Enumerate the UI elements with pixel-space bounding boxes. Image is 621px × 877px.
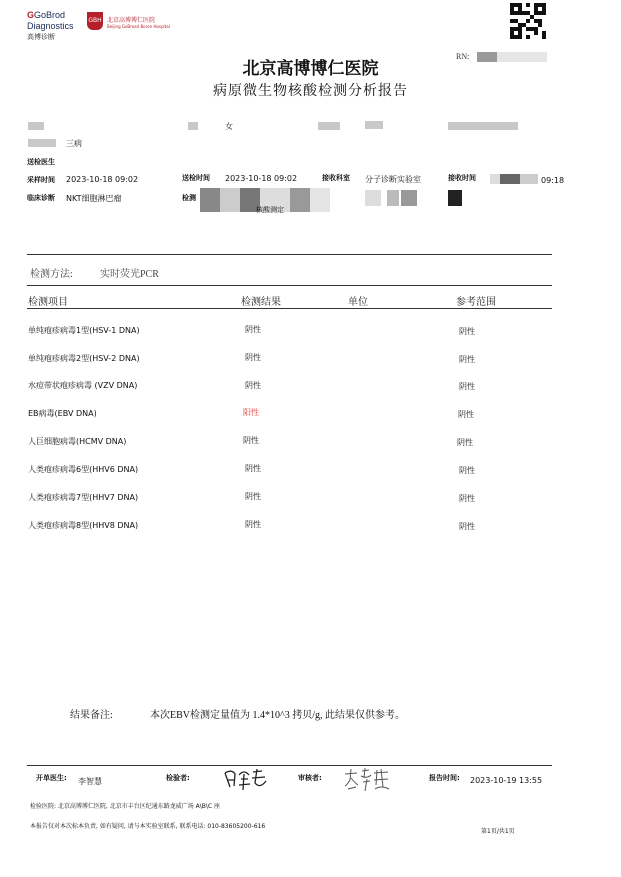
page-title: 北京高博博仁医院 (242, 59, 379, 79)
table-row-ref: 阴性 (457, 438, 473, 447)
patient-gender: 女 (225, 122, 233, 131)
issuer-label: 开单医生: (36, 774, 67, 782)
redacted-block (448, 190, 462, 206)
brand-logo-cn: 高博诊断 (27, 33, 55, 41)
table-row-result: 阴性 (245, 381, 261, 390)
sample-time: 2023-10-18 09:02 (66, 175, 139, 184)
report-number-label: RN: (456, 52, 470, 61)
signature-divider (27, 765, 552, 766)
table-row-result-positive: 阳性 (243, 408, 259, 417)
table-row-result: 阴性 (245, 492, 261, 501)
redacted-block (365, 190, 417, 206)
table-row-result: 阴性 (243, 436, 259, 445)
table-row-result: 阴性 (245, 464, 261, 473)
table-row-item: 单纯疱疹病毒2型(HSV-2 DNA) (28, 354, 140, 363)
table-header-divider (27, 308, 552, 309)
redacted-block (318, 122, 340, 130)
footer-hospital-address: 检验医院: 北京高博博仁医院, 北京市丰台区纪通东路龙威广场 A\B\C 座 (30, 803, 221, 810)
table-row-result: 阴性 (245, 325, 261, 334)
reviewer-label: 审核者: (298, 774, 322, 782)
tester-signature (222, 765, 270, 793)
redacted-block (188, 122, 198, 130)
receiving-dept: 分子诊断实验室 (365, 175, 421, 184)
doctor-label: 送检医生 (27, 158, 55, 166)
table-row-ref: 阴性 (459, 327, 475, 336)
header-reference: 参考范围 (456, 297, 496, 308)
table-row-item: 人类疱疹病毒7型(HHV7 DNA) (28, 493, 139, 502)
dept-label: 接收科室 (322, 174, 350, 182)
header-unit: 单位 (348, 297, 368, 308)
table-row-ref: 阴性 (459, 522, 475, 531)
table-row-item: 人类疱疹病毒6型(HHV6 DNA) (28, 465, 139, 474)
redacted-block (28, 139, 56, 147)
qr-code-icon (510, 3, 546, 39)
method-value: 实时荧光PCR (100, 269, 159, 280)
recv-time: 09:18 (541, 176, 565, 185)
table-row-ref: 阴性 (459, 466, 475, 475)
footer-notice: 本报告仅对本次标本负责, 如有疑问, 请与本实验室联系, 联系电话: 010-83605200-616 (30, 823, 266, 830)
report-subtitle: 病原微生物核酸检测分析报告 (213, 83, 408, 99)
table-row-result: 阴性 (245, 520, 261, 529)
bed-label: 三病 (66, 139, 82, 148)
issuer-name: 李智慧 (78, 777, 102, 786)
table-row-item: 单纯疱疹病毒1型(HSV-1 DNA) (28, 326, 140, 335)
header-test-item: 检测项目 (28, 297, 68, 308)
remark-label: 结果备注: (70, 710, 113, 721)
tester-label: 检验者: (166, 774, 190, 782)
test-label: 检测 (182, 194, 196, 202)
header-result: 检测结果 (241, 297, 281, 308)
clinical-diagnosis: NKT细胞淋巴瘤 (66, 194, 122, 203)
report-time-label: 报告时间: (429, 774, 460, 782)
remark-text: 本次EBV检测定量值为 1.4*10^3 拷贝/g, 此结果仅供参考。 (150, 710, 405, 721)
hospital-logo-cn: 北京高博博仁医院 (107, 17, 156, 24)
redacted-block (448, 122, 518, 130)
table-row-item: 人巨细胞病毒(HCMV DNA) (28, 437, 127, 446)
table-row-item: 水痘带状疱疹病毒 (VZV DNA) (28, 381, 138, 390)
table-row-ref: 阴性 (459, 355, 475, 364)
table-row-item: 人类疱疹病毒8型(HHV8 DNA) (28, 521, 139, 530)
table-row-item: EB病毒(EBV DNA) (28, 409, 97, 418)
redacted-block (490, 174, 538, 184)
brand-logo: GGoBrod Diagnostics (27, 10, 74, 31)
reviewer-signature (343, 765, 391, 793)
send-time: 2023-10-18 09:02 (225, 174, 298, 183)
section-divider (27, 254, 552, 255)
diagnosis-label: 临床诊断 (27, 194, 55, 202)
table-row-ref: 阴性 (459, 494, 475, 503)
hospital-logo-icon: GBH (87, 12, 103, 30)
recv-time-label: 接收时间 (448, 174, 476, 182)
test-item-partial: 核酸测定 (256, 206, 284, 214)
redacted-block (28, 122, 44, 130)
hospital-logo-en: Beijing GoBroad Boren Hospital (107, 24, 170, 29)
page-number: 第1页/共1页 (481, 828, 515, 835)
table-row-ref: 阴性 (458, 410, 474, 419)
redacted-block (365, 121, 383, 129)
report-time: 2023-10-19 13:55 (470, 776, 543, 785)
sample-time-label: 采样时间 (27, 176, 55, 184)
send-time-label: 送检时间 (182, 174, 210, 182)
table-row-result: 阴性 (245, 353, 261, 362)
method-label: 检测方法: (30, 269, 73, 280)
section-divider (27, 285, 552, 286)
table-row-ref: 阴性 (459, 382, 475, 391)
